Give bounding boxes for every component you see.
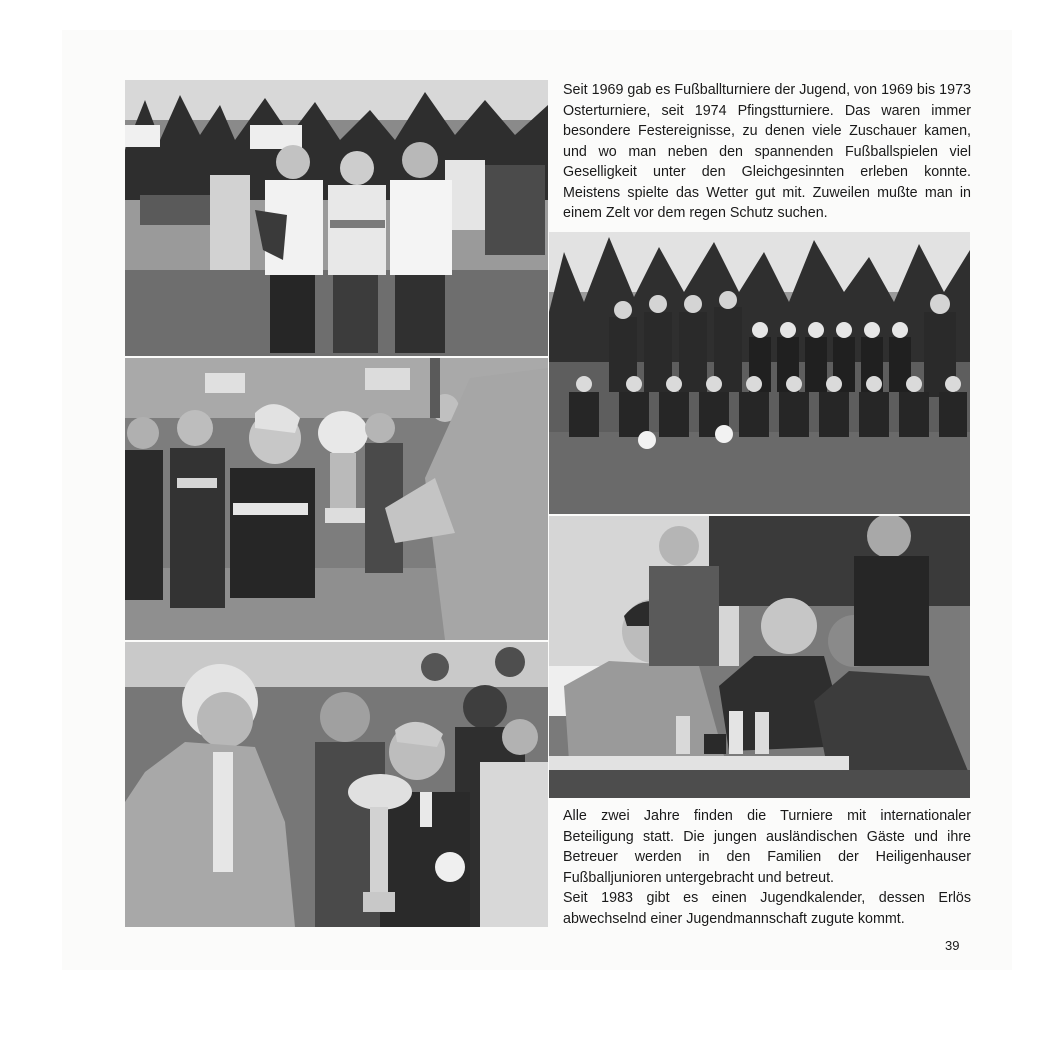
photo-boys-with-pennant: [125, 80, 548, 356]
intro-text-block: [563, 80, 971, 224]
intro-paragraph: Seit 1969 gab es Fußballturniere der Jugend, von 1969 bis 1973 Osterturniere, seit 1974 Pfingstturniere. Das waren immer besondere Festereignisse, zu denen viele Zuschauer kamen, und wo man neben den spannenden Fußballspielen viel Geselligkeit unter den Gleichgesinnten erleben konnte. Meistens spielte das Wetter gut mit. Zuweilen mußte man in einem Zelt vor dem regen Schutz suchen.: [563, 82, 971, 221]
closing-paragraph-2: Seit 1983 gibt es einen Jugendkalender, dessen Erlös abwechselnd einer Jugendmannschaft zugute kommt.: [563, 890, 971, 927]
photo-team-group: [549, 232, 970, 514]
photo-adults-at-table: [549, 516, 970, 798]
page-number: 39: [945, 938, 960, 953]
closing-text-block: [563, 806, 971, 929]
photo-boy-receiving-trophy: [125, 358, 548, 640]
photo-man-presenting-trophy: [125, 642, 548, 927]
closing-paragraph-1: Alle zwei Jahre finden die Turniere mit internationaler Beteiligung statt. Die jungen ausländischen Gäste und ihre Betreuer werden in den Familien der Heiligenhauser Fußballjunioren untergebracht und betreut.: [563, 808, 971, 886]
